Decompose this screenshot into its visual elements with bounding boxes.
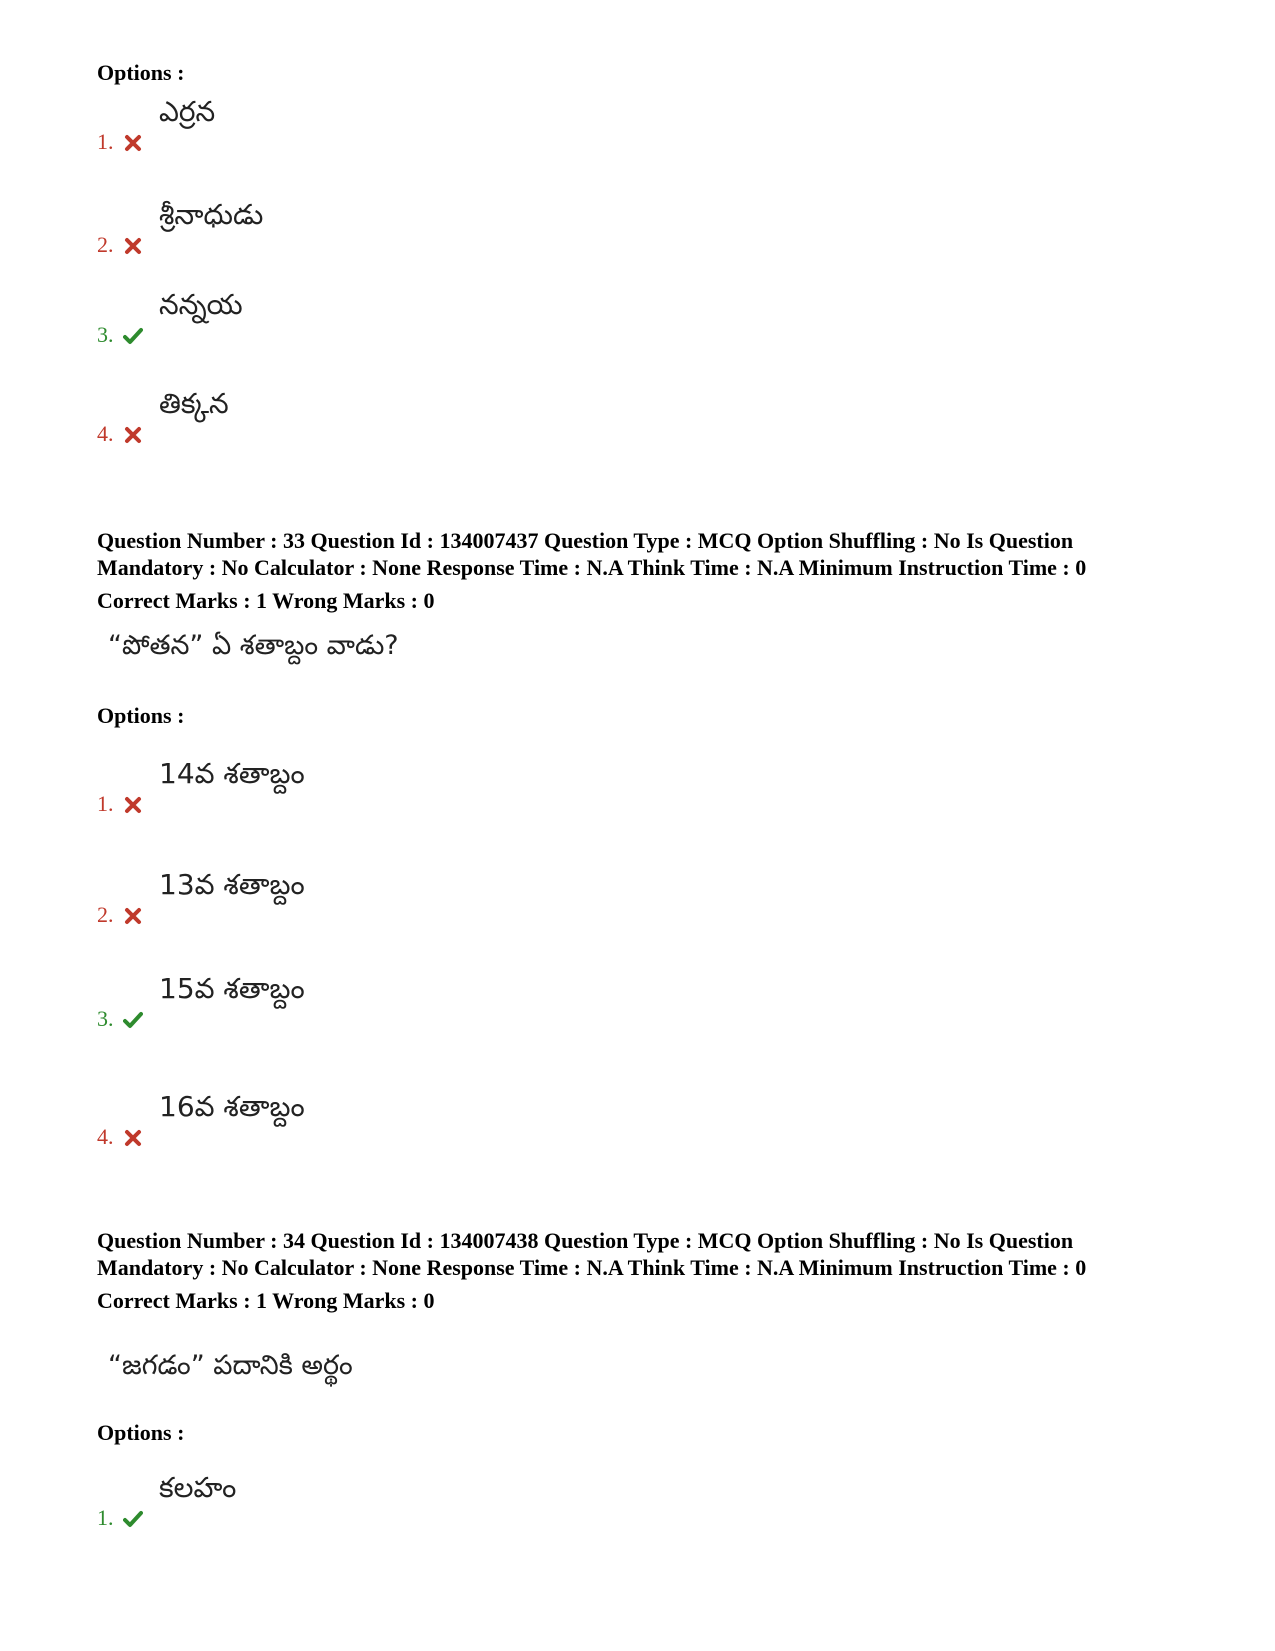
option-number: 1. [97, 791, 114, 816]
cross-icon [123, 236, 143, 256]
option-text: నన్నయ [159, 288, 243, 321]
check-icon [123, 1010, 143, 1030]
question-text: “జగడం” పదానికి అర్థం [108, 1350, 353, 1381]
option-1 [97, 757, 597, 817]
option-text: 15వ శతాబ్దం [159, 972, 305, 1005]
option-4 [97, 387, 597, 447]
option-2 [97, 868, 597, 928]
meta-line: Mandatory : No Calculator : None Response Time : N.A Think Time : N.A Minimum Instruction Time : 0 [97, 1255, 1087, 1280]
option-text: శ్రీనాధుడు [159, 198, 264, 231]
option-number: 2. [97, 232, 114, 257]
meta-line: Mandatory : No Calculator : None Response Time : N.A Think Time : N.A Minimum Instruction Time : 0 [97, 555, 1087, 580]
option-2 [97, 198, 597, 258]
marks-info: Correct Marks : 1 Wrong Marks : 0 [97, 588, 435, 613]
option-text: ఎర్రన [159, 95, 216, 128]
option-number: 4. [97, 1124, 114, 1149]
option-number: 1. [97, 1505, 114, 1530]
cross-icon [123, 425, 143, 445]
option-text: 16వ శతాబ్దం [159, 1090, 305, 1123]
options-label: Options : [97, 1420, 185, 1445]
option-text: కలహం [159, 1471, 237, 1504]
option-3 [97, 972, 597, 1032]
check-icon [123, 1509, 143, 1529]
meta-line: Question Number : 33 Question Id : 134007437 Question Type : MCQ Option Shuffling : No Is Question [97, 528, 1074, 553]
cross-icon [123, 133, 143, 153]
question-meta [97, 527, 1217, 581]
option-text: తిక్కన [159, 387, 229, 420]
cross-icon [123, 1128, 143, 1148]
check-icon [123, 326, 143, 346]
option-number: 3. [97, 1006, 114, 1031]
option-1 [97, 1471, 597, 1531]
cross-icon [123, 795, 143, 815]
option-text: 13వ శతాబ్దం [159, 868, 305, 901]
options-label: Options : [97, 703, 185, 728]
marks-info: Correct Marks : 1 Wrong Marks : 0 [97, 1288, 435, 1313]
option-number: 1. [97, 129, 114, 154]
cross-icon [123, 906, 143, 926]
meta-line: Question Number : 34 Question Id : 134007438 Question Type : MCQ Option Shuffling : No Is Question [97, 1228, 1074, 1253]
option-3 [97, 288, 597, 348]
option-text: 14వ శతాబ్దం [159, 757, 305, 790]
question-meta [97, 1227, 1217, 1281]
option-number: 4. [97, 421, 114, 446]
options-label: Options : [97, 60, 185, 85]
option-4 [97, 1090, 597, 1150]
option-number: 3. [97, 322, 114, 347]
option-1 [97, 95, 597, 155]
option-number: 2. [97, 902, 114, 927]
question-text: “పోతన” ఏ శతాబ్దం వాడు? [108, 630, 399, 661]
